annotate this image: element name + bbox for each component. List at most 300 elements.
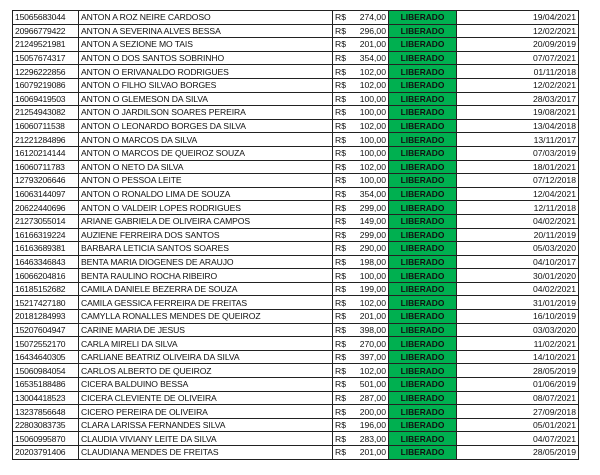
value-amount: 100,00 <box>359 93 386 104</box>
cell-id: 16185152682 <box>13 282 79 296</box>
cell-name: ANTON O ERIVANALDO RODRIGUES <box>79 65 333 79</box>
cell-id: 16063144097 <box>13 187 79 201</box>
cell-spacer <box>457 160 505 174</box>
cell-spacer <box>457 405 505 419</box>
cell-date: 20/09/2019 <box>505 38 579 52</box>
value-amount: 198,00 <box>359 256 386 267</box>
cell-spacer <box>457 201 505 215</box>
cell-date: 05/01/2021 <box>505 418 579 432</box>
value-amount: 299,00 <box>359 229 386 240</box>
currency-symbol: R$ <box>335 39 346 50</box>
cell-value <box>333 242 389 256</box>
value-amount: 201,00 <box>359 311 386 322</box>
cell-id: 20966779422 <box>13 24 79 38</box>
cell-name: ARIANE GABRIELA DE OLIVEIRA CAMPOS <box>79 214 333 228</box>
status-badge: LIBERADO <box>389 364 457 378</box>
cell-value <box>333 418 389 432</box>
cell-name: AUZIENE FERREIRA DOS SANTOS <box>79 228 333 242</box>
cell-name: ANTON O VALDEIR LOPES RODRIGUES <box>79 201 333 215</box>
cell-name: CLAUDIANA MENDES DE FREITAS <box>79 446 333 460</box>
cell-value <box>333 133 389 147</box>
cell-name: CICERO PEREIRA DE OLIVEIRA <box>79 405 333 419</box>
table-row <box>13 146 579 160</box>
value-amount: 102,00 <box>359 161 386 172</box>
table-row <box>13 242 579 256</box>
cell-date: 11/02/2021 <box>505 337 579 351</box>
table-row <box>13 432 579 446</box>
cell-value <box>333 119 389 133</box>
cell-date: 19/04/2021 <box>505 11 579 25</box>
currency-symbol: R$ <box>335 420 346 431</box>
cell-value <box>333 378 389 392</box>
cell-id: 16463346843 <box>13 255 79 269</box>
status-badge: LIBERADO <box>389 106 457 120</box>
status-badge: LIBERADO <box>389 11 457 25</box>
status-badge: LIBERADO <box>389 255 457 269</box>
currency-symbol: R$ <box>335 216 346 227</box>
cell-value <box>333 323 389 337</box>
currency-symbol: R$ <box>335 447 346 458</box>
cell-spacer <box>457 337 505 351</box>
cell-spacer <box>457 92 505 106</box>
cell-spacer <box>457 106 505 120</box>
cell-name: ANTON O FILHO SILVAO BORGES <box>79 78 333 92</box>
cell-spacer <box>457 269 505 283</box>
cell-spacer <box>457 282 505 296</box>
cell-spacer <box>457 391 505 405</box>
cell-date: 01/11/2018 <box>505 65 579 79</box>
value-amount: 102,00 <box>359 66 386 77</box>
status-badge: LIBERADO <box>389 228 457 242</box>
cell-date: 07/12/2018 <box>505 174 579 188</box>
cell-date: 01/06/2019 <box>505 378 579 392</box>
spreadsheet <box>12 10 579 460</box>
status-badge: LIBERADO <box>389 432 457 446</box>
currency-symbol: R$ <box>335 80 346 91</box>
cell-value <box>333 364 389 378</box>
cell-spacer <box>457 350 505 364</box>
cell-id: 16060711783 <box>13 160 79 174</box>
cell-value <box>333 106 389 120</box>
table-row <box>13 337 579 351</box>
cell-spacer <box>457 378 505 392</box>
cell-id: 16066204816 <box>13 269 79 283</box>
status-badge: LIBERADO <box>389 119 457 133</box>
status-badge: LIBERADO <box>389 418 457 432</box>
records-body <box>13 11 579 460</box>
cell-spacer <box>457 174 505 188</box>
cell-spacer <box>457 255 505 269</box>
table-row <box>13 11 579 25</box>
cell-value <box>333 228 389 242</box>
cell-date: 31/01/2019 <box>505 296 579 310</box>
status-badge: LIBERADO <box>389 187 457 201</box>
cell-value <box>333 269 389 283</box>
value-amount: 354,00 <box>359 53 386 64</box>
cell-name: ANTON O RONALDO LIMA DE SOUZA <box>79 187 333 201</box>
status-badge: LIBERADO <box>389 269 457 283</box>
cell-name: CARLOS ALBERTO DE QUEIROZ <box>79 364 333 378</box>
cell-date: 12/11/2018 <box>505 201 579 215</box>
cell-date: 12/02/2021 <box>505 24 579 38</box>
cell-spacer <box>457 228 505 242</box>
table-row <box>13 119 579 133</box>
cell-spacer <box>457 65 505 79</box>
cell-id: 15072552170 <box>13 337 79 351</box>
cell-spacer <box>457 119 505 133</box>
table-row <box>13 296 579 310</box>
cell-date: 13/04/2018 <box>505 119 579 133</box>
cell-name: ANTON A SEZIONE MO TAIS <box>79 38 333 52</box>
table-row <box>13 228 579 242</box>
cell-date: 14/10/2021 <box>505 350 579 364</box>
status-badge: LIBERADO <box>389 242 457 256</box>
cell-value <box>333 160 389 174</box>
value-amount: 100,00 <box>359 148 386 159</box>
cell-name: CAMYLLA RONALLES MENDES DE QUEIROZ <box>79 310 333 324</box>
cell-id: 16079219086 <box>13 78 79 92</box>
status-badge: LIBERADO <box>389 323 457 337</box>
cell-date: 07/03/2019 <box>505 146 579 160</box>
value-amount: 102,00 <box>359 121 386 132</box>
cell-id: 15060995870 <box>13 432 79 446</box>
value-amount: 296,00 <box>359 25 386 36</box>
cell-spacer <box>457 446 505 460</box>
table-row <box>13 24 579 38</box>
currency-symbol: R$ <box>335 25 346 36</box>
status-badge: LIBERADO <box>389 310 457 324</box>
value-amount: 100,00 <box>359 175 386 186</box>
value-amount: 102,00 <box>359 297 386 308</box>
value-amount: 398,00 <box>359 324 386 335</box>
cell-id: 20181284993 <box>13 310 79 324</box>
status-badge: LIBERADO <box>389 296 457 310</box>
cell-spacer <box>457 432 505 446</box>
cell-value <box>333 446 389 460</box>
value-amount: 199,00 <box>359 284 386 295</box>
cell-id: 22803083735 <box>13 418 79 432</box>
currency-symbol: R$ <box>335 256 346 267</box>
status-badge: LIBERADO <box>389 65 457 79</box>
value-amount: 290,00 <box>359 243 386 254</box>
currency-symbol: R$ <box>335 66 346 77</box>
cell-date: 04/02/2021 <box>505 282 579 296</box>
status-badge: LIBERADO <box>389 201 457 215</box>
currency-symbol: R$ <box>335 324 346 335</box>
cell-id: 20622440696 <box>13 201 79 215</box>
cell-spacer <box>457 242 505 256</box>
cell-id: 16163689381 <box>13 242 79 256</box>
table-row <box>13 106 579 120</box>
cell-spacer <box>457 38 505 52</box>
currency-symbol: R$ <box>335 53 346 64</box>
cell-value <box>333 432 389 446</box>
currency-symbol: R$ <box>335 352 346 363</box>
cell-name: ANTON O PESSOA LEITE <box>79 174 333 188</box>
status-badge: LIBERADO <box>389 378 457 392</box>
status-badge: LIBERADO <box>389 92 457 106</box>
cell-value <box>333 350 389 364</box>
currency-symbol: R$ <box>335 365 346 376</box>
value-amount: 501,00 <box>359 379 386 390</box>
cell-spacer <box>457 214 505 228</box>
currency-symbol: R$ <box>335 134 346 145</box>
cell-name: CARINE MARIA DE JESUS <box>79 323 333 337</box>
status-badge: LIBERADO <box>389 78 457 92</box>
status-badge: LIBERADO <box>389 446 457 460</box>
table-row <box>13 446 579 460</box>
status-badge: LIBERADO <box>389 337 457 351</box>
value-amount: 149,00 <box>359 216 386 227</box>
cell-date: 16/10/2019 <box>505 310 579 324</box>
currency-symbol: R$ <box>335 406 346 417</box>
table-row <box>13 65 579 79</box>
table-row <box>13 160 579 174</box>
cell-name: CARLIANE BEATRIZ OLIVEIRA DA SILVA <box>79 350 333 364</box>
cell-date: 28/05/2019 <box>505 364 579 378</box>
cell-name: ANTON O JARDILSON SOARES PEREIRA <box>79 106 333 120</box>
value-amount: 287,00 <box>359 392 386 403</box>
cell-id: 13004418523 <box>13 391 79 405</box>
cell-value <box>333 38 389 52</box>
cell-name: ANTON O MARCOS DA SILVA <box>79 133 333 147</box>
value-amount: 274,00 <box>359 12 386 23</box>
cell-value <box>333 282 389 296</box>
currency-symbol: R$ <box>335 93 346 104</box>
cell-name: CARLA MIRELI DA SILVA <box>79 337 333 351</box>
cell-date: 30/01/2020 <box>505 269 579 283</box>
cell-id: 21221284896 <box>13 133 79 147</box>
currency-symbol: R$ <box>335 12 346 23</box>
cell-spacer <box>457 187 505 201</box>
table-row <box>13 78 579 92</box>
cell-date: 03/03/2020 <box>505 323 579 337</box>
cell-id: 15057674317 <box>13 51 79 65</box>
cell-value <box>333 391 389 405</box>
status-badge: LIBERADO <box>389 391 457 405</box>
cell-value <box>333 146 389 160</box>
status-badge: LIBERADO <box>389 160 457 174</box>
currency-symbol: R$ <box>335 392 346 403</box>
currency-symbol: R$ <box>335 338 346 349</box>
cell-date: 27/09/2018 <box>505 405 579 419</box>
currency-symbol: R$ <box>335 175 346 186</box>
currency-symbol: R$ <box>335 148 346 159</box>
cell-name: ANTON O MARCOS DE QUEIROZ SOUZA <box>79 146 333 160</box>
currency-symbol: R$ <box>335 121 346 132</box>
cell-id: 16535188486 <box>13 378 79 392</box>
cell-value <box>333 92 389 106</box>
value-amount: 102,00 <box>359 365 386 376</box>
cell-date: 18/01/2021 <box>505 160 579 174</box>
status-badge: LIBERADO <box>389 350 457 364</box>
cell-spacer <box>457 310 505 324</box>
currency-symbol: R$ <box>335 284 346 295</box>
cell-id: 16434640305 <box>13 350 79 364</box>
currency-symbol: R$ <box>335 229 346 240</box>
table-row <box>13 255 579 269</box>
cell-name: BENTA RAULINO ROCHA RIBEIRO <box>79 269 333 283</box>
cell-name: ANTON A SEVERINA ALVES BESSA <box>79 24 333 38</box>
cell-id: 21273055014 <box>13 214 79 228</box>
value-amount: 283,00 <box>359 433 386 444</box>
currency-symbol: R$ <box>335 379 346 390</box>
cell-value <box>333 11 389 25</box>
table-row <box>13 174 579 188</box>
cell-id: 15065683044 <box>13 11 79 25</box>
table-row <box>13 418 579 432</box>
cell-date: 28/05/2019 <box>505 446 579 460</box>
cell-name: ANTON A ROZ NEIRE CARDOSO <box>79 11 333 25</box>
cell-spacer <box>457 146 505 160</box>
cell-value <box>333 405 389 419</box>
cell-date: 05/03/2020 <box>505 242 579 256</box>
cell-date: 04/10/2017 <box>505 255 579 269</box>
cell-id: 16060711538 <box>13 119 79 133</box>
cell-value <box>333 214 389 228</box>
cell-id: 15207604947 <box>13 323 79 337</box>
table-row <box>13 187 579 201</box>
cell-id: 15217427180 <box>13 296 79 310</box>
cell-value <box>333 337 389 351</box>
table-row <box>13 201 579 215</box>
table-row <box>13 282 579 296</box>
currency-symbol: R$ <box>335 202 346 213</box>
value-amount: 100,00 <box>359 134 386 145</box>
value-amount: 200,00 <box>359 406 386 417</box>
cell-date: 13/11/2017 <box>505 133 579 147</box>
cell-date: 12/02/2021 <box>505 78 579 92</box>
status-badge: LIBERADO <box>389 51 457 65</box>
cell-name: ANTON O GLEMESON DA SILVA <box>79 92 333 106</box>
table-row <box>13 323 579 337</box>
cell-spacer <box>457 323 505 337</box>
currency-symbol: R$ <box>335 189 346 200</box>
cell-name: CAMILA DANIELE BEZERRA DE SOUZA <box>79 282 333 296</box>
value-amount: 196,00 <box>359 420 386 431</box>
value-amount: 102,00 <box>359 80 386 91</box>
status-badge: LIBERADO <box>389 282 457 296</box>
cell-spacer <box>457 78 505 92</box>
cell-name: CLAUDIA VIVIANY LEITE DA SILVA <box>79 432 333 446</box>
cell-id: 12793206646 <box>13 174 79 188</box>
status-badge: LIBERADO <box>389 24 457 38</box>
value-amount: 201,00 <box>359 39 386 50</box>
cell-value <box>333 24 389 38</box>
status-badge: LIBERADO <box>389 38 457 52</box>
cell-id: 15060984054 <box>13 364 79 378</box>
cell-value <box>333 201 389 215</box>
cell-date: 07/07/2021 <box>505 51 579 65</box>
cell-name: ANTON O NETO DA SILVA <box>79 160 333 174</box>
cell-id: 12296222856 <box>13 65 79 79</box>
cell-date: 20/11/2019 <box>505 228 579 242</box>
cell-spacer <box>457 296 505 310</box>
currency-symbol: R$ <box>335 433 346 444</box>
currency-symbol: R$ <box>335 161 346 172</box>
cell-value <box>333 78 389 92</box>
cell-value <box>333 187 389 201</box>
currency-symbol: R$ <box>335 270 346 281</box>
cell-spacer <box>457 364 505 378</box>
value-amount: 299,00 <box>359 202 386 213</box>
value-amount: 100,00 <box>359 107 386 118</box>
table-row <box>13 405 579 419</box>
cell-value <box>333 296 389 310</box>
table-row <box>13 310 579 324</box>
records-table <box>12 10 579 460</box>
cell-spacer <box>457 418 505 432</box>
cell-name: BENTA MARIA DIOGENES DE ARAUJO <box>79 255 333 269</box>
table-row <box>13 364 579 378</box>
value-amount: 354,00 <box>359 189 386 200</box>
value-amount: 201,00 <box>359 447 386 458</box>
cell-date: 04/07/2021 <box>505 432 579 446</box>
currency-symbol: R$ <box>335 243 346 254</box>
cell-spacer <box>457 133 505 147</box>
cell-id: 16166319224 <box>13 228 79 242</box>
cell-id: 20203791406 <box>13 446 79 460</box>
cell-id: 16069419503 <box>13 92 79 106</box>
cell-value <box>333 65 389 79</box>
currency-symbol: R$ <box>335 107 346 118</box>
cell-date: 04/02/2021 <box>505 214 579 228</box>
cell-id: 21249521981 <box>13 38 79 52</box>
table-row <box>13 214 579 228</box>
cell-spacer <box>457 11 505 25</box>
cell-name: BARBARA LETICIA SANTOS SOARES <box>79 242 333 256</box>
cell-value <box>333 174 389 188</box>
status-badge: LIBERADO <box>389 214 457 228</box>
cell-name: CLARA LARISSA FERNANDES SILVA <box>79 418 333 432</box>
table-row <box>13 391 579 405</box>
cell-date: 12/04/2021 <box>505 187 579 201</box>
cell-value <box>333 310 389 324</box>
table-row <box>13 269 579 283</box>
status-badge: LIBERADO <box>389 405 457 419</box>
cell-date: 08/07/2021 <box>505 391 579 405</box>
table-row <box>13 38 579 52</box>
table-row <box>13 133 579 147</box>
status-badge: LIBERADO <box>389 174 457 188</box>
cell-value <box>333 255 389 269</box>
table-row <box>13 92 579 106</box>
cell-name: CICERA CLEVIENTE DE OLIVEIRA <box>79 391 333 405</box>
table-row <box>13 378 579 392</box>
status-badge: LIBERADO <box>389 133 457 147</box>
cell-date: 19/08/2021 <box>505 106 579 120</box>
cell-id: 13237856648 <box>13 405 79 419</box>
value-amount: 397,00 <box>359 352 386 363</box>
status-badge: LIBERADO <box>389 146 457 160</box>
value-amount: 270,00 <box>359 338 386 349</box>
table-row <box>13 51 579 65</box>
cell-spacer <box>457 51 505 65</box>
cell-spacer <box>457 24 505 38</box>
cell-value <box>333 51 389 65</box>
cell-name: ANTON O DOS SANTOS SOBRINHO <box>79 51 333 65</box>
table-row <box>13 350 579 364</box>
cell-id: 16120214144 <box>13 146 79 160</box>
cell-date: 28/03/2017 <box>505 92 579 106</box>
cell-name: CICERA BALDUINO BESSA <box>79 378 333 392</box>
currency-symbol: R$ <box>335 297 346 308</box>
value-amount: 100,00 <box>359 270 386 281</box>
cell-name: CAMILA GESSICA FERREIRA DE FREITAS <box>79 296 333 310</box>
cell-name: ANTON O LEONARDO BORGES DA SILVA <box>79 119 333 133</box>
currency-symbol: R$ <box>335 311 346 322</box>
cell-id: 21254943082 <box>13 106 79 120</box>
